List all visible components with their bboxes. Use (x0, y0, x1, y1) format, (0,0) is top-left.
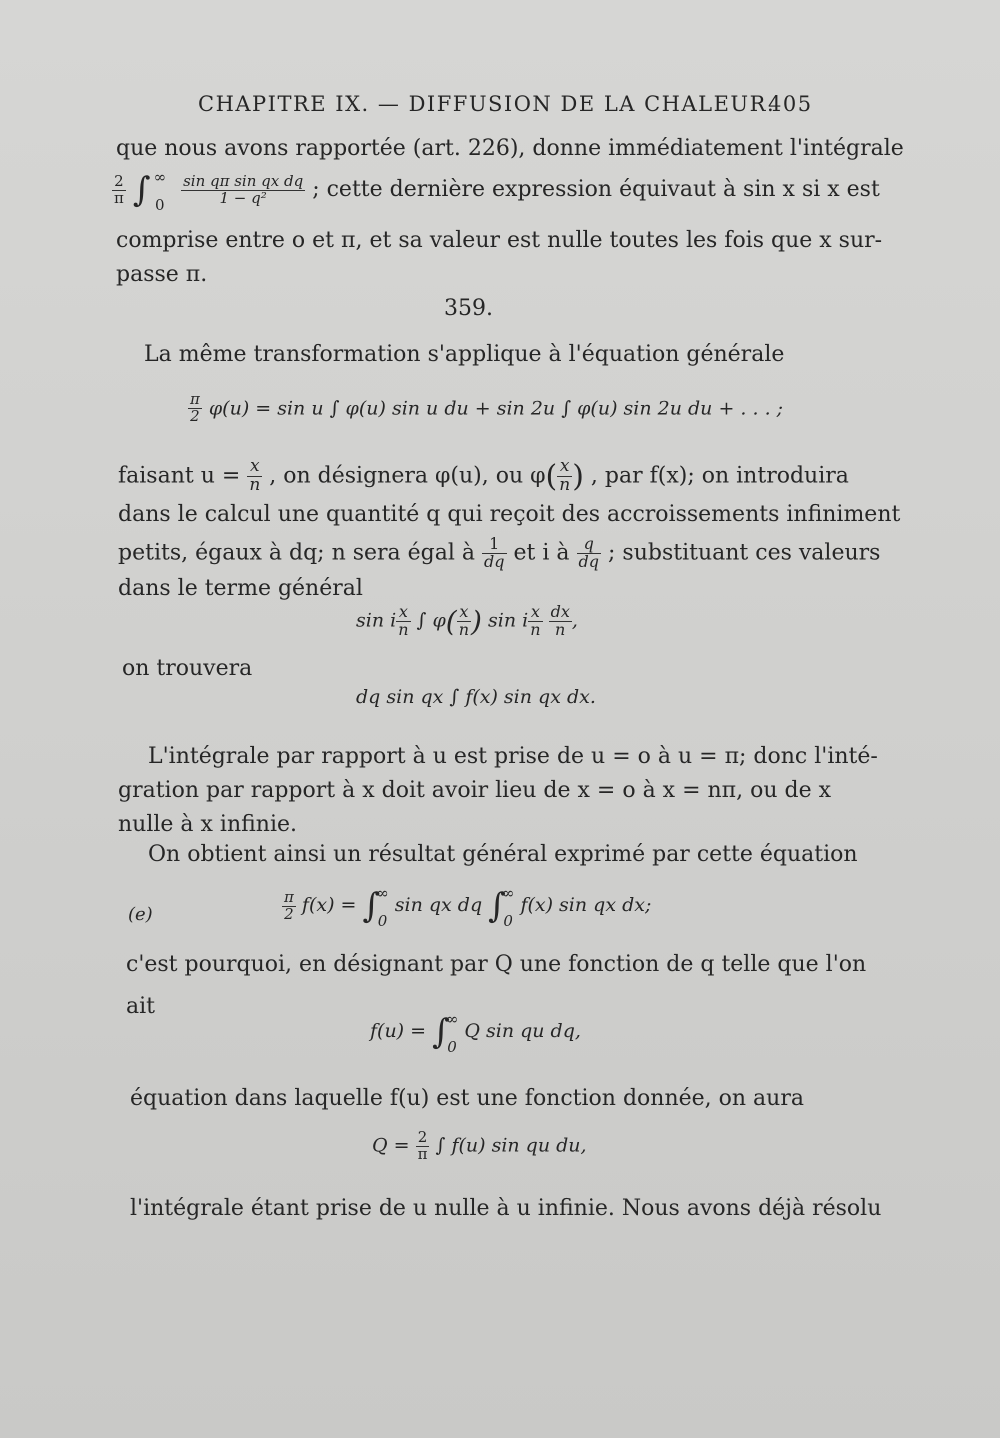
fraction: $\frac{x}{n}$ (458, 602, 470, 639)
text-line: gration par rapport à x doit avoir lieu de x = o à x = nπ, ou de x (118, 778, 832, 803)
text-line: nulle à x infinie. (118, 812, 298, 837)
equation-fu: f(u) = ∫ ∞ 0 Q sin qu dq, (370, 1010, 581, 1056)
text-line: équation dans laquelle f(u) est une fonction donnée, on aura (130, 1086, 804, 1111)
fraction: $\frac{q}{dq}$ (578, 534, 599, 571)
text-line: c'est pourquoi, en désignant par Q une fonction de q telle que l'on (126, 952, 867, 977)
fraction: $\frac{2}{\pi}$ (114, 171, 124, 207)
text-line: passe π. (116, 262, 208, 287)
fraction: $\frac{\pi}{2}$ (284, 887, 294, 923)
text-line: ; cette dernière expression équivaut à sin x si x est (312, 177, 880, 202)
equation-e: $\frac{\pi}{2}$ f(x) = ∫ ∞ 0 sin qx dq ∫ ∞ 0 f(x) sin qx dx; (284, 884, 652, 930)
text-line: dans le calcul une quantité q qui reçoit des accroissements infiniment (118, 502, 901, 527)
fraction: $\frac{\pi}{2}$ (190, 390, 200, 425)
fraction: $\frac{x}{n}$ (559, 456, 571, 495)
text-line: l'intégrale étant prise de u nulle à u infinie. Nous avons déjà résolu (130, 1196, 882, 1221)
fraction: $\frac{dx}{n}$ (550, 602, 570, 639)
text-line: ait (126, 994, 155, 1019)
equation-q: Q = $\frac{2}{\pi}$ ∫ f(u) sin qu du, (372, 1128, 587, 1163)
integral-sign: ∫ (132, 170, 151, 210)
integral-limits: ∞ 0 (153, 168, 167, 214)
equation-result: dq sin qx ∫ f(x) sin qx dx. (356, 686, 596, 708)
equation-term: sin i $\frac{x}{n}$ ∫ φ( $\frac{x}{n}$ ) sin i $\frac{x}{n}$ $\frac{dx}{n}$ , (356, 602, 578, 639)
fraction: $\frac{x}{n}$ (530, 602, 541, 639)
page-number: 405 (768, 92, 813, 116)
text-line: que nous avons rapportée (art. 226), donne immédiatement l'intégrale (116, 136, 904, 161)
fraction: $\frac{1}{dq}$ (484, 534, 505, 571)
text-line: faisant u = $\frac{x}{n}$ , on désignera φ(u), ou φ( $\frac{x}{n}$ ) , par f(x); on introduira (118, 456, 849, 495)
fraction: $\frac{\text{sin qπ sin qx dq}}{\text{1 − q²}}$ (183, 171, 304, 207)
text-line: L'intégrale par rapport à u est prise de u = o à u = π; donc l'inté- (148, 744, 878, 769)
fraction: $\frac{2}{\pi}$ (417, 1128, 428, 1163)
text-line: on trouvera (122, 656, 253, 681)
section-number: 359. (444, 296, 493, 321)
text-line: petits, égaux à dq; n sera égal à $\frac{1}{dq}$ et i à $\frac{q}{dq}$ ; substituant ces valeurs (118, 534, 881, 571)
text-line: La même transformation s'applique à l'équation générale (144, 342, 785, 367)
text-line: comprise entre o et π, et sa valeur est nulle toutes les fois que x sur- (116, 228, 883, 253)
integral-expression (112, 170, 880, 214)
equation-general: $\frac{\pi}{2}$ φ(u) = sin u ∫ φ(u) sin u du + sin 2u ∫ φ(u) sin 2u du + . . . ; (190, 390, 784, 425)
equation-label: (e) (128, 904, 153, 925)
fraction: $\frac{x}{n}$ (249, 456, 261, 495)
running-title: CHAPITRE IX. — DIFFUSION DE LA CHALEUR. (198, 92, 776, 116)
fraction: $\frac{x}{n}$ (398, 602, 409, 639)
text-line: On obtient ainsi un résultat général exprimé par cette équation (148, 842, 858, 867)
text-line: dans le terme général (118, 576, 363, 601)
